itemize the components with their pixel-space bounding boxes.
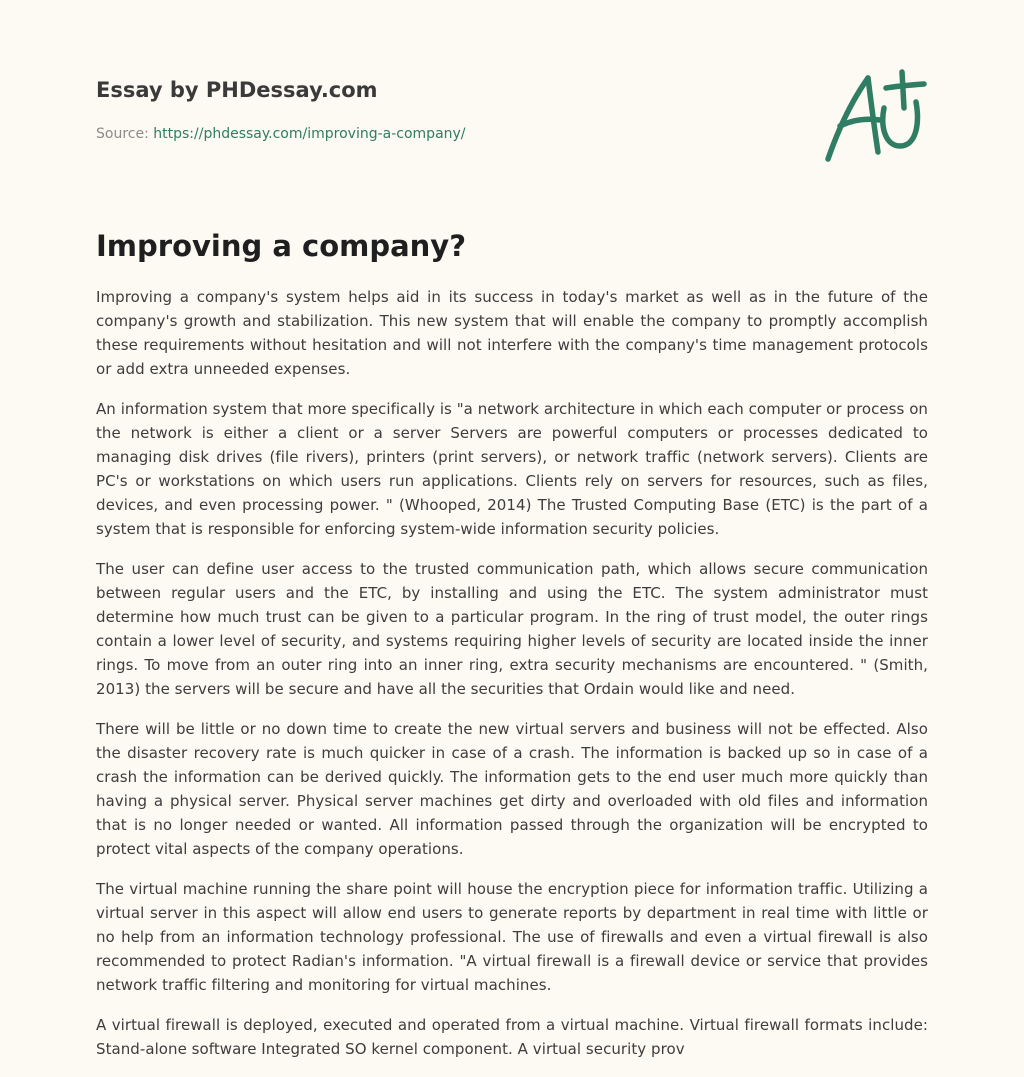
essay-title: Improving a company? — [96, 229, 467, 263]
source-line — [96, 124, 796, 144]
source-link[interactable]: https://phdessay.com/improving-a-company/ — [153, 126, 466, 142]
essay-body — [96, 285, 928, 1077]
essay-paragraph: A virtual firewall is deployed, executed and operated from a virtual machine. Virtual firewall formats include: Stand-alone software Integrated SO kernel component. A virtual security prov — [96, 1016, 928, 1058]
site-title: Essay by PHDessay.com — [96, 78, 378, 102]
essay-paragraph: The user can define user access to the trusted communication path, which allows secure communication between regular users and the ETC, by installing and using the ETC. The system administrator must determine how much trust can be given to a particular program. In the ring of trust model, the outer rings contain a lower level of security, and systems requiring higher levels of security are located inside the inner rings. To move from an outer ring into an inner ring, extra security mechanisms are encountered. " (Smith, 2013) the servers will be secure and have all the securities that Ordain would like and need. — [96, 560, 928, 698]
essay-paragraph: The virtual machine running the share point will house the encryption piece for information traffic. Utilizing a virtual server in this aspect will allow end users to generate reports by department in real time with little or no help from an information technology professional. The use of firewalls and even a virtual firewall is also recommended to protect Radian's information. "A virtual firewall is a firewall device or service that provides network traffic filtering and monitoring for virtual machines. — [96, 880, 928, 994]
essay-paragraph: Improving a company's system helps aid in its success in today's market as well as in the future of the company's growth and stabilization. This new system that will enable the company to promptly accomplish these requirements without hesitation and will not interfere with the company's time management protocols or add extra unneeded expenses. — [96, 288, 928, 378]
essay-header — [96, 76, 796, 144]
essay-paragraph: An information system that more specifically is "a network architecture in which each computer or process on the network is either a client or a server Servers are powerful computers or processes dedicated to managing disk drives (file rivers), printers (print servers), or network traffic (network servers). Clients are PC's or workstations on which users run applications. Clients rely on servers for resources, such as files, devices, and even processing power. " (Whooped, 2014) The Trusted Computing Base (ETC) is the part of a system that is responsible for enforcing system-wide information security policies. — [96, 400, 928, 538]
a-plus-grade-icon — [822, 66, 932, 166]
essay-paragraph: There will be little or no down time to create the new virtual servers and business will not be effected. Also the disaster recovery rate is much quicker in case of a crash. The information is backed up so in case of a crash the information can be derived quickly. The information gets to the end user much more quickly than having a physical server. Physical server machines get dirty and overloaded with old files and information that is no longer needed or wanted. All information passed through the organization will be encrypted to protect vital aspects of the company operations. — [96, 720, 928, 858]
source-label: Source: — [96, 126, 154, 142]
